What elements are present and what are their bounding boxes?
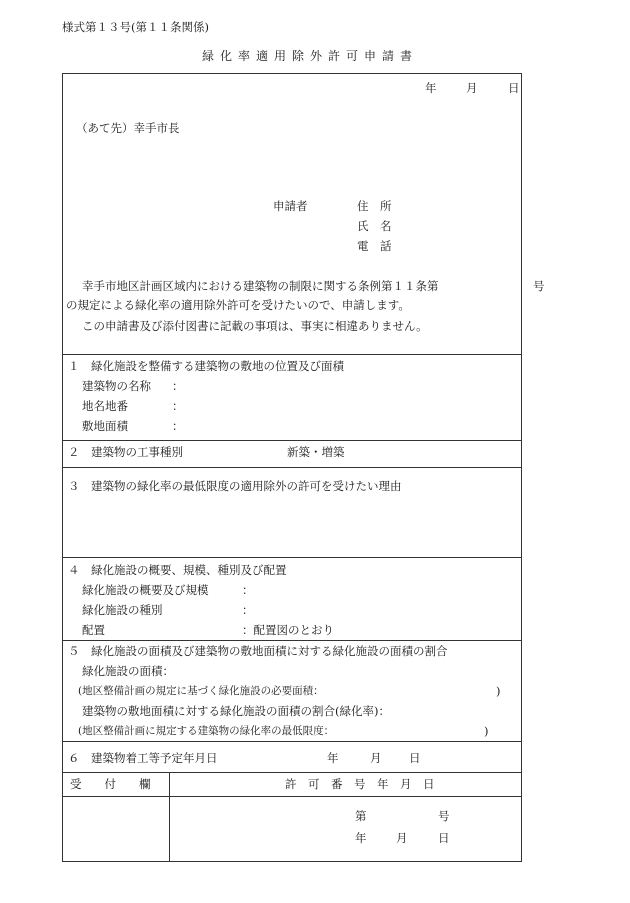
section-6-month: 月 (370, 751, 382, 765)
section-4-row-layout-colon: ：配置図のとおり (242, 623, 334, 637)
permit-number-suffix: 号 (438, 809, 450, 823)
permit-header: 許 可 番 号 年 月 日 (285, 777, 435, 791)
section-5-green-area: 緑化施設の面積： (82, 664, 174, 678)
body-line-1: 幸手市地区計画区域内における建築物の制限に関する条例第１１条第 (82, 279, 439, 293)
section-5-green-ratio: 建築物の敷地面積に対する緑化施設の面積の割合(緑化率)： (82, 704, 390, 718)
divider-section-2 (62, 440, 522, 441)
body-line-2: の規定による緑化率の適用除外許可を受けたいので、申請します。 (66, 298, 410, 312)
date-day: 日 (508, 81, 520, 95)
section-4-row-scale-label: 緑化施設の概要及び規模 (82, 583, 209, 597)
divider-section-5 (62, 640, 522, 641)
section-4-row-scale-colon: ： (242, 583, 254, 597)
section-3-heading: ３ 建築物の緑化率の最低限度の適用除外の許可を受けたい理由 (68, 479, 402, 493)
date-month: 月 (466, 81, 478, 95)
divider-section-4 (62, 557, 522, 558)
section-4-heading: ４ 緑化施設の概要、規模、種別及び配置 (68, 563, 287, 577)
section-4-row-layout-label: 配置 (82, 623, 105, 637)
footer-column-divider (169, 772, 170, 862)
section-5-required-area-close: ) (496, 684, 501, 698)
applicant-phone-label: 電 話 (357, 239, 392, 253)
section-4-row-type-colon: ： (242, 603, 254, 617)
section-6-day: 日 (409, 751, 421, 765)
date-year: 年 (425, 81, 437, 95)
section-4-row-type-label: 緑化施設の種別 (82, 603, 163, 617)
section-2-value: 新築・増築 (287, 445, 345, 459)
reception-label: 受 付 欄 (70, 777, 151, 791)
section-5-min-ratio-close: ) (484, 724, 489, 738)
applicant-label: 申請者 (273, 199, 308, 213)
body-line-3: この申請書及び添付図書に記載の事項は、事実に相違ありません。 (82, 319, 428, 333)
permit-number-prefix: 第 (355, 809, 367, 823)
applicant-name-label: 氏 名 (357, 219, 392, 233)
section-1-heading: １ 緑化施設を整備する建築物の敷地の位置及び面積 (68, 359, 344, 373)
section-2-heading: ２ 建築物の工事種別 (68, 445, 183, 459)
form-title: 緑化率適用除外許可申請書 (202, 49, 419, 63)
permit-day: 日 (438, 831, 450, 845)
section-1-row-area-label: 敷地面積 (82, 419, 128, 433)
section-5-heading: ５ 緑化施設の面積及び建築物の敷地面積に対する緑化施設の面積の割合 (68, 644, 448, 658)
applicant-address-label: 住 所 (357, 199, 392, 213)
body-line-1-suffix: 号 (533, 279, 545, 293)
section-1-row-area-colon: ： (172, 419, 184, 433)
permit-year: 年 (355, 831, 367, 845)
section-1-row-name-label: 建築物の名称 (82, 379, 151, 393)
section-5-required-area: (地区整備計画の規定に基づく緑化施設の必要面積： (78, 685, 324, 697)
section-6-year: 年 (327, 751, 339, 765)
divider-section-3 (62, 467, 522, 468)
addressee: （あて先）幸手市長 (76, 121, 180, 135)
divider-section-1 (62, 354, 522, 355)
divider-section-6 (62, 741, 522, 742)
divider-footer (62, 772, 522, 773)
section-5-min-ratio: (地区整備計画に規定する建築物の緑化率の最低限度： (78, 725, 335, 737)
section-6-heading: ６ 建築物着工等予定年月日 (68, 751, 218, 765)
divider-footer-header (62, 796, 522, 797)
section-1-row-lot-colon: ： (172, 399, 184, 413)
section-1-row-lot-label: 地名地番 (82, 399, 128, 413)
section-1-row-name-colon: ： (172, 379, 184, 393)
permit-month: 月 (396, 831, 408, 845)
form-number: 様式第１３号(第１１条関係) (62, 20, 209, 34)
